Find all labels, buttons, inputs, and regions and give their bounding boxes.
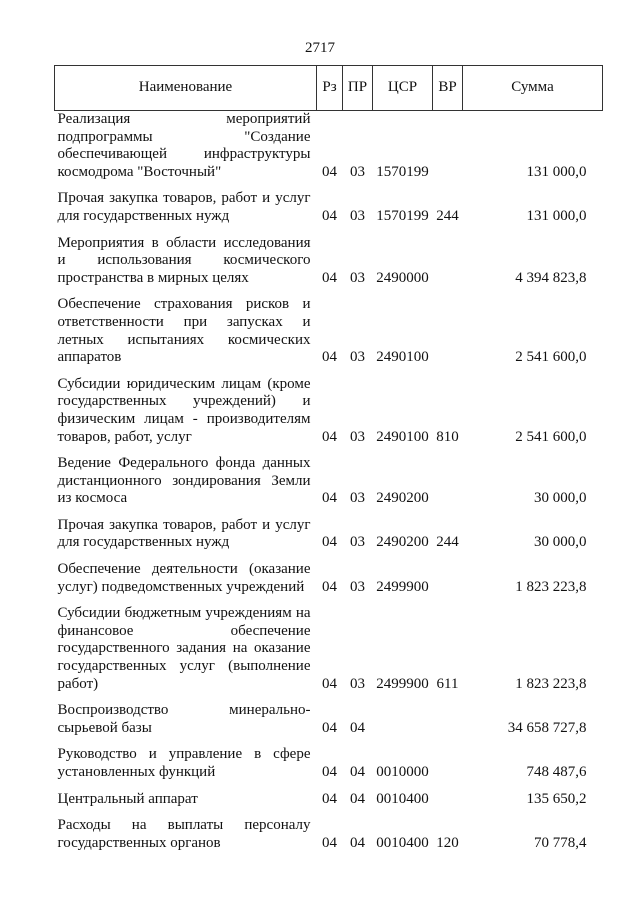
cell-vr: 611 (436, 675, 459, 692)
table-row (55, 517, 603, 561)
cell-vr: 244 (436, 534, 459, 551)
cell-vr: 244 (436, 207, 459, 224)
cell-vr (433, 296, 463, 375)
cell-csr: 1570199 (376, 163, 429, 180)
table-row (55, 455, 603, 517)
cell-sum: 70 778,4 (534, 834, 587, 851)
cell-name: Расходы на выплаты персоналу государственных органов (57, 817, 311, 851)
table-row (55, 605, 603, 702)
cell-pr: 03 (350, 428, 365, 445)
cell-rz: 04 (322, 719, 337, 736)
table-header-row (55, 66, 603, 111)
cell-rz: 04 (322, 578, 337, 595)
cell-sum: 131 000,0 (526, 163, 587, 180)
table-row (55, 235, 603, 297)
cell-sum: 2 541 600,0 (515, 349, 587, 366)
cell-rz: 04 (322, 534, 337, 551)
cell-csr: 2499900 (376, 675, 429, 692)
cell-pr: 03 (350, 534, 365, 551)
cell-vr (433, 235, 463, 297)
cell-sum: 34 658 727,8 (507, 719, 587, 736)
cell-rz: 04 (322, 163, 337, 180)
cell-rz: 04 (322, 349, 337, 366)
cell-pr: 03 (350, 675, 365, 692)
cell-csr: 2490200 (376, 534, 429, 551)
table-row (55, 296, 603, 375)
cell-vr (433, 561, 463, 605)
cell-vr (433, 111, 463, 191)
cell-pr: 03 (350, 578, 365, 595)
table-row (55, 376, 603, 455)
cell-name: Ведение Федерального фонда данных дистанционного зондирования Земли из космоса (57, 455, 311, 507)
cell-pr: 03 (350, 163, 365, 180)
cell-pr: 04 (350, 790, 365, 807)
cell-rz: 04 (322, 269, 337, 286)
table-row (55, 817, 603, 861)
cell-rz: 04 (322, 490, 337, 507)
header-sum: Сумма (463, 66, 603, 111)
cell-csr (373, 702, 433, 746)
cell-pr: 03 (350, 349, 365, 366)
cell-name: Прочая закупка товаров, работ и услуг для государственных нужд (57, 516, 311, 551)
cell-vr: 120 (436, 834, 459, 851)
cell-vr (433, 702, 463, 746)
cell-sum: 748 487,6 (526, 764, 587, 780)
cell-rz: 04 (322, 764, 337, 780)
cell-name: Обеспечение деятельности (оказание услуг) подведомственных учреждений (57, 561, 311, 595)
cell-sum: 1 823 223,8 (515, 675, 587, 692)
cell-name: Мероприятия в области исследования и использования космического пространства в мирных целях (57, 234, 311, 286)
cell-sum: 135 650,2 (526, 790, 587, 807)
cell-sum: 30 000,0 (534, 534, 587, 551)
cell-vr: 810 (436, 428, 459, 445)
cell-csr: 1570199 (376, 207, 429, 224)
table-row (55, 190, 603, 234)
cell-name: Воспроизводство минерально-сырьевой базы (57, 702, 311, 736)
cell-rz: 04 (322, 675, 337, 692)
table-body (55, 111, 603, 862)
cell-pr: 03 (350, 490, 365, 507)
cell-csr: 2490200 (376, 490, 429, 507)
cell-name: Субсидии бюджетным учреждениям на финансовое обеспечение государственного задания на оказание государственных услуг (выполнение работ) (57, 605, 311, 692)
cell-csr: 0010000 (376, 764, 429, 780)
page-number: 2717 (305, 40, 335, 56)
cell-vr (433, 455, 463, 517)
cell-sum: 2 541 600,0 (515, 428, 587, 445)
table-row (55, 561, 603, 605)
cell-pr: 03 (350, 269, 365, 286)
cell-vr (433, 746, 463, 790)
budget-table (54, 65, 603, 861)
cell-vr (433, 791, 463, 818)
cell-csr: 2490000 (376, 269, 429, 286)
table-row (55, 746, 603, 790)
cell-csr: 2490100 (376, 428, 429, 445)
cell-rz: 04 (322, 834, 337, 851)
header-csr: ЦСР (373, 66, 433, 111)
cell-csr: 0010400 (376, 834, 429, 851)
cell-csr: 2499900 (376, 578, 429, 595)
cell-name: Обеспечение страхования рисков и ответственности при запусках и летных испытаниях космических аппаратов (57, 296, 311, 366)
table-row (55, 791, 603, 818)
cell-csr: 0010400 (376, 790, 429, 807)
cell-name: Прочая закупка товаров, работ и услуг для государственных нужд (57, 190, 311, 224)
header-rz: Рз (317, 66, 343, 111)
cell-name: Реализация мероприятий подпрограммы "Создание обеспечивающей инфраструктуры космодрома "Восточный" (57, 111, 311, 180)
cell-rz: 04 (322, 428, 337, 445)
cell-name: Субсидии юридическим лицам (кроме государственных учреждений) и физическим лицам - производителям товаров, работ, услуг (57, 375, 311, 445)
cell-rz: 04 (322, 790, 337, 807)
cell-csr: 2490100 (376, 349, 429, 366)
cell-rz: 04 (322, 207, 337, 224)
cell-sum: 1 823 223,8 (515, 578, 587, 595)
table-row (55, 702, 603, 746)
cell-pr: 03 (350, 207, 365, 224)
header-name: Наименование (55, 66, 317, 111)
header-pr: ПР (343, 66, 373, 111)
cell-sum: 131 000,0 (526, 207, 587, 224)
table-row (55, 111, 603, 191)
header-vr: ВР (433, 66, 463, 111)
cell-sum: 30 000,0 (534, 490, 587, 507)
cell-pr: 04 (350, 719, 365, 736)
cell-name: Руководство и управление в сфере установленных функций (57, 746, 311, 780)
cell-pr: 04 (350, 764, 365, 780)
cell-sum: 4 394 823,8 (515, 269, 587, 286)
cell-pr: 04 (350, 834, 365, 851)
cell-name: Центральный аппарат (57, 790, 198, 807)
